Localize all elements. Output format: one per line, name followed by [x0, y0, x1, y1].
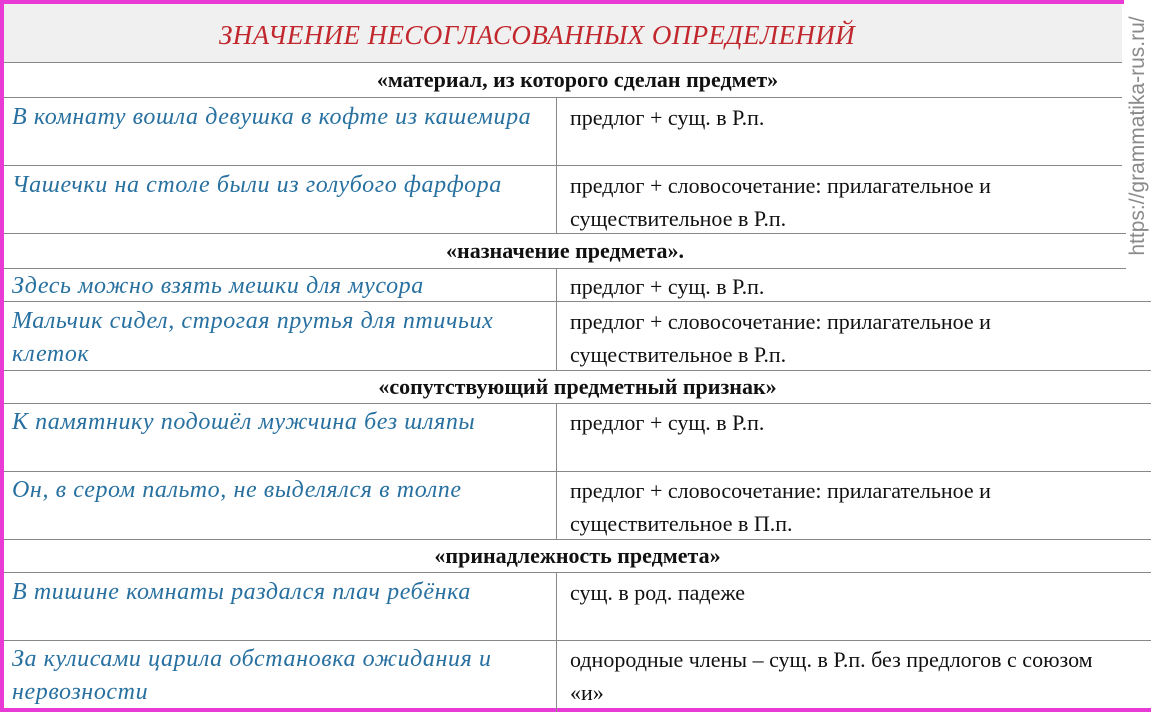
rule-text: предлог + словосочетание: прилагательное и существительное в Р.п.: [570, 173, 991, 231]
column-divider: [556, 268, 557, 370]
rule-text: предлог + словосочетание: прилагательное и существительное в П.п.: [570, 478, 991, 536]
page-title: ЗНАЧЕНИЕ НЕСОГЛАСОВАННЫХ ОПРЕДЕЛЕНИЙ: [219, 20, 856, 50]
rule-text: предлог + сущ. в Р.п.: [570, 105, 765, 130]
rule-text: предлог + сущ. в Р.п.: [570, 410, 765, 435]
title-bar: [4, 4, 1122, 63]
rule-text: предлог + сущ. в Р.п.: [570, 274, 765, 299]
section-heading: «материал, из которого сделан предмет»: [376, 67, 779, 92]
column-divider: [556, 97, 557, 233]
example-text: В тишине комнаты раздался плач ребёнка: [12, 579, 471, 605]
rule-text: однородные члены – сущ. в Р.п. без предлогов с союзом «и»: [570, 647, 1093, 705]
example-text: За кулисами царила обстановка ожидания и нервозности: [12, 646, 492, 705]
grid-line: [4, 97, 1122, 98]
example-text: Он, в сером пальто, не выделялся в толпе: [12, 477, 462, 503]
grid-line: [4, 268, 1126, 269]
grid-line: [4, 471, 1151, 472]
grid-line: [4, 62, 1122, 63]
rule-text: предлог + словосочетание: прилагательное и существительное в Р.п.: [570, 309, 991, 367]
example-text: В комнату вошла девушка в кофте из кашемира: [12, 104, 532, 130]
grid-line: [4, 640, 1151, 641]
grid-line: [4, 572, 1151, 573]
column-divider: [556, 403, 557, 539]
example-text: Здесь можно взять мешки для мусора: [12, 273, 424, 299]
example-text: К памятнику подошёл мужчина без шляпы: [12, 409, 476, 435]
example-text: Чашечки на столе были из голубого фарфора: [12, 172, 502, 198]
watermark-text: https://grammatika-rus.ru/: [1125, 16, 1149, 256]
section-heading: «сопутствующий предметный признак»: [378, 374, 777, 399]
section-heading: «принадлежность предмета»: [434, 543, 721, 568]
example-text: Мальчик сидел, строгая прутья для птичьих клеток: [12, 308, 494, 367]
rule-text: сущ. в род. падеже: [570, 580, 746, 605]
grid-line: [4, 403, 1151, 404]
column-divider: [556, 572, 557, 712]
section-heading: «назначение предмета».: [446, 238, 684, 263]
grid-line: [4, 165, 1122, 166]
